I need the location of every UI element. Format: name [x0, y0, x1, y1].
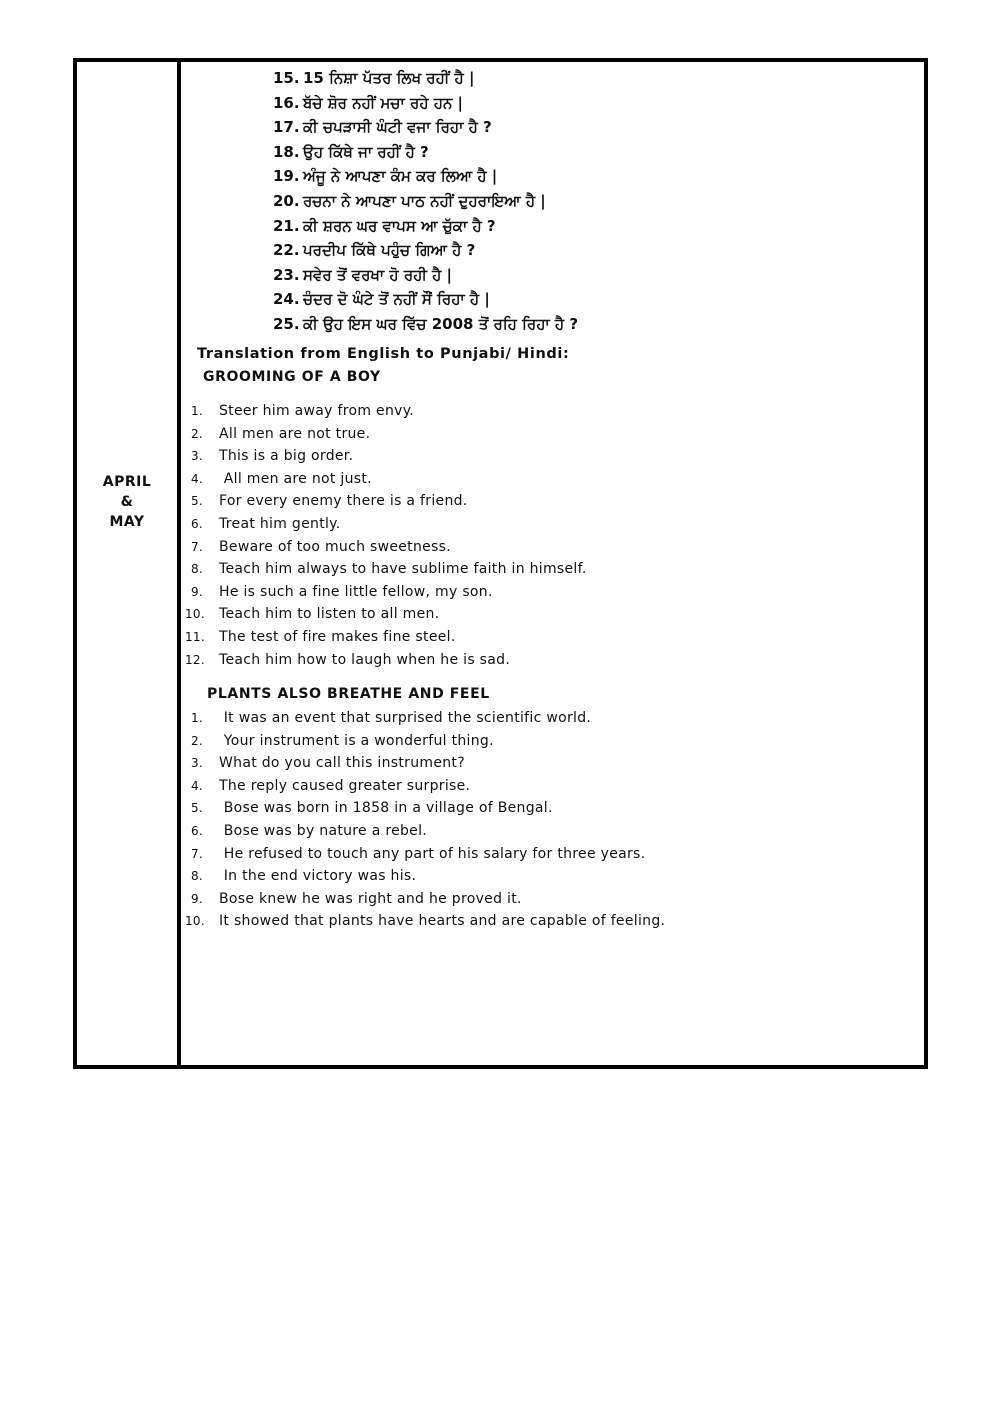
- item-text: It showed that plants have hearts and are capable of feeling.: [219, 913, 666, 930]
- grooming-sentence: [185, 581, 587, 604]
- item-number: 1.: [190, 404, 203, 418]
- item-text: ਉਹ ਕਿੱਥੇ ਜਾ ਰਹੀਂ ਹੈ ?: [303, 142, 429, 161]
- item-number: 23.: [273, 265, 300, 284]
- item-text: Bose was by nature a rebel.: [219, 822, 428, 839]
- item-number: 7.: [190, 539, 203, 554]
- item-text: Teach him always to have sublime faith in himself.: [219, 561, 587, 578]
- item-text: ਪਰਦੀਪ ਕਿੱਥੇ ਪਹੁੰਚ ਗਿਆ ਹੈ ?: [303, 241, 476, 260]
- item-number: 4.: [190, 471, 203, 486]
- plants-sentence: [185, 910, 665, 933]
- item-text: For every enemy there is a friend.: [219, 493, 468, 510]
- item-number: 9.: [190, 584, 203, 599]
- grooming-sentence: [185, 603, 587, 626]
- item-text: He is such a fine little fellow, my son.: [219, 583, 493, 600]
- item-number: 5.: [190, 494, 203, 509]
- item-number: 15.: [273, 69, 300, 87]
- grooming-sentence: [185, 490, 587, 513]
- plants-sentence: [185, 820, 665, 843]
- grooming-sentence: [185, 400, 587, 423]
- item-text: Beware of too much sweetness.: [219, 538, 451, 555]
- item-number: 2.: [190, 426, 203, 441]
- syllabus-table: [73, 58, 928, 1069]
- grooming-sentence: [185, 445, 587, 468]
- item-text: ਚੰਦਰ ਦੋ ਘੰਟੇ ਤੋਂ ਨਹੀਂ ਸੌਂ ਰਿਹਾ ਹੈ |: [303, 290, 490, 309]
- grooming-sentence: [185, 423, 587, 446]
- item-number: 11.: [185, 629, 205, 644]
- item-number: 10.: [185, 607, 205, 622]
- item-number: 7.: [190, 846, 203, 861]
- grooming-sentence: [185, 626, 587, 649]
- item-number: 6.: [190, 516, 203, 531]
- item-number: 12.: [185, 652, 205, 667]
- item-text: ਕੀ ਸ਼ਰਨ ਘਰ ਵਾਪਸ ਆ ਚੁੱਕਾ ਹੈ ?: [303, 216, 496, 235]
- translation-heading: Translation from English to Punjabi/ Hindi:: [197, 346, 570, 362]
- item-text: The test of fire makes fine steel.: [219, 628, 456, 645]
- item-number: 1.: [190, 711, 203, 725]
- item-number: 5.: [190, 801, 203, 816]
- plants-sentence: [185, 843, 665, 866]
- plants-sentence: [185, 865, 665, 888]
- item-text: Teach him to listen to all men.: [219, 606, 440, 623]
- item-number: 21.: [273, 216, 300, 235]
- item-text: It was an event that surprised the scientific world.: [219, 710, 592, 726]
- month-label: [77, 472, 177, 532]
- item-text: ਸਵੇਰ ਤੋਂ ਵਰਖਾ ਹੋ ਰਹੀ ਹੈ |: [303, 265, 453, 284]
- item-text: 15 ਨਿਸ਼ਾ ਪੱਤਰ ਲਿਖ ਰਹੀਂ ਹੈ |: [303, 69, 475, 87]
- item-number: 10.: [185, 914, 205, 929]
- section-title-grooming: GROOMING OF A BOY: [203, 369, 381, 385]
- plants-sentence: [185, 797, 665, 820]
- grooming-sentence: [185, 536, 587, 559]
- grooming-sentence: [185, 513, 587, 536]
- item-number: 3.: [190, 756, 203, 771]
- item-number: 4.: [190, 778, 203, 793]
- item-text: Treat him gently.: [219, 515, 341, 532]
- grooming-sentence: [185, 468, 587, 491]
- item-number: 9.: [190, 891, 203, 906]
- item-text: All men are not just.: [219, 470, 372, 487]
- grooming-sentence-list: [185, 400, 587, 671]
- plants-sentence: [185, 707, 665, 730]
- plants-sentence: [185, 752, 665, 775]
- month-cell: [77, 62, 181, 1065]
- item-text: ਕੀ ਚਪੜਾਸੀ ਘੰਟੀ ਵਜਾ ਰਿਹਾ ਹੈ ?: [303, 118, 492, 137]
- month-april: APRIL: [102, 474, 152, 490]
- item-number: 8.: [190, 869, 203, 884]
- item-text: Steer him away from envy.: [219, 403, 415, 419]
- plants-sentence: [185, 888, 665, 911]
- item-number: 2.: [190, 733, 203, 748]
- item-text: ਬੱਚੇ ਸ਼ੋਰ ਨਹੀਂ ਮਚਾ ਰਹੇ ਹਨ |: [303, 93, 464, 112]
- section-title-plants: PLANTS ALSO BREATHE AND FEEL: [207, 686, 490, 702]
- item-text: Bose was born in 1858 in a village of Bengal.: [219, 800, 553, 817]
- item-number: 3.: [190, 449, 203, 464]
- punjabi-sentence: [273, 164, 578, 189]
- grooming-sentence: [185, 558, 587, 581]
- item-text: The reply caused greater surprise.: [219, 777, 471, 794]
- item-text: ਰਚਨਾ ਨੇ ਆਪਣਾ ਪਾਠ ਨਹੀਂ ਦੁਹਰਾਇਆ ਹੈ |: [303, 191, 546, 210]
- item-number: 8.: [190, 562, 203, 577]
- item-number: 6.: [190, 823, 203, 838]
- item-number: 17.: [273, 118, 300, 137]
- item-number: 22.: [273, 241, 300, 260]
- item-text: Teach him how to laugh when he is sad.: [219, 651, 511, 668]
- month-may: MAY: [109, 514, 145, 530]
- punjabi-sentence: [273, 189, 578, 214]
- grooming-sentence: [185, 649, 587, 672]
- plants-sentence: [185, 730, 665, 753]
- item-text: ਅੰਜੂ ਨੇ ਆਪਣਾ ਕੰਮ ਕਰ ਲਿਆ ਹੈ |: [303, 167, 498, 186]
- punjabi-sentence: [273, 66, 578, 91]
- punjabi-sentence: [273, 287, 578, 312]
- content-cell: [185, 62, 924, 1065]
- punjabi-sentence: [273, 263, 578, 288]
- item-text: This is a big order.: [219, 448, 354, 465]
- month-ampersand: &: [120, 494, 134, 510]
- item-number: 19.: [273, 167, 300, 186]
- item-number: 25.: [273, 314, 300, 333]
- punjabi-sentence: [273, 91, 578, 116]
- item-text: In the end victory was his.: [219, 868, 417, 885]
- punjabi-sentence: [273, 115, 578, 140]
- item-text: What do you call this instrument?: [219, 755, 465, 772]
- punjabi-sentence: [273, 214, 578, 239]
- plants-sentence-list: [185, 707, 665, 933]
- punjabi-sentence: [273, 312, 578, 337]
- item-number: 18.: [273, 142, 300, 161]
- plants-sentence: [185, 775, 665, 798]
- item-number: 24.: [273, 290, 300, 309]
- item-text: Bose knew he was right and he proved it.: [219, 890, 522, 907]
- item-text: He refused to touch any part of his salary for three years.: [219, 845, 646, 862]
- item-text: ਕੀ ਉਹ ਇਸ ਘਰ ਵਿੱਚ 2008 ਤੋਂ ਰਹਿ ਰਿਹਾ ਹੈ ?: [303, 314, 579, 333]
- punjabi-sentence-list: [273, 66, 578, 337]
- item-number: 16.: [273, 93, 300, 112]
- item-number: 20.: [273, 191, 300, 210]
- punjabi-sentence: [273, 140, 578, 165]
- punjabi-sentence: [273, 238, 578, 263]
- item-text: All men are not true.: [219, 425, 371, 442]
- item-text: Your instrument is a wonderful thing.: [219, 732, 494, 749]
